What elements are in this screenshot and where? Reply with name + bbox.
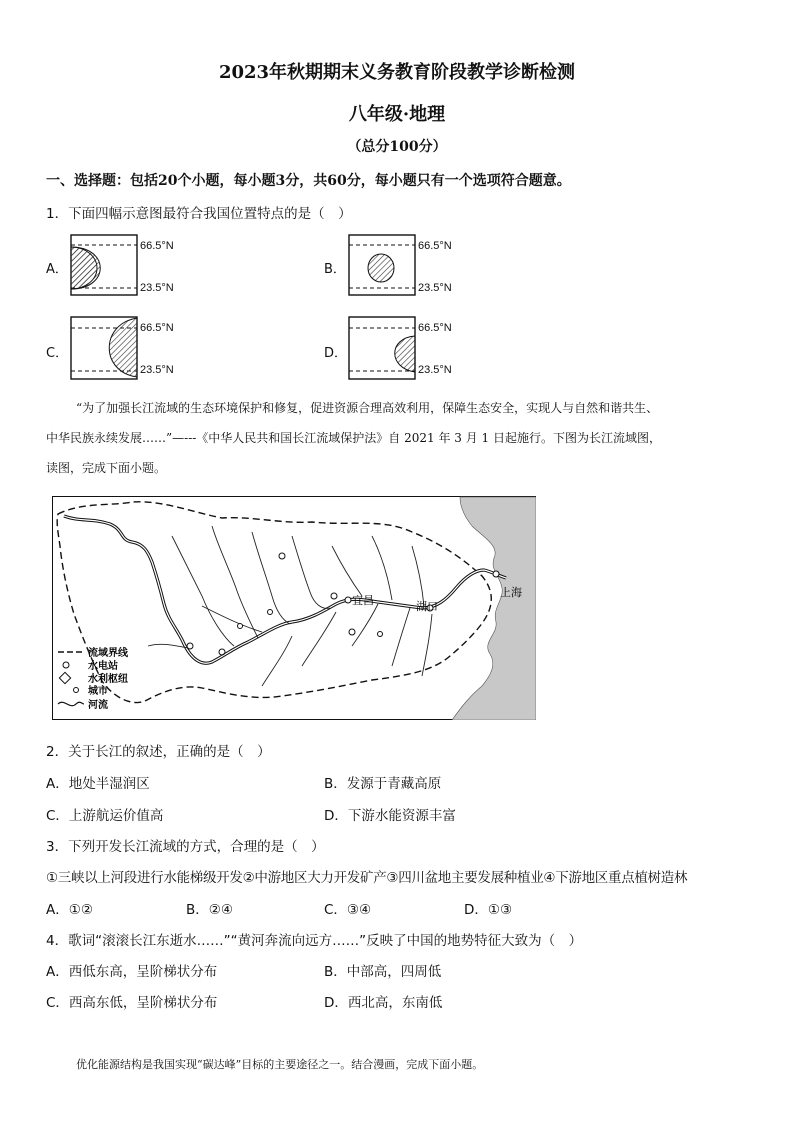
map-city-hukou: 湖口: [416, 600, 438, 613]
question-4-stem: 4．歌词“滚滚长江东逝水……”“黄河奔流向远方……”反映了中国的地势特征大致为（ ）: [46, 933, 583, 949]
q4-option-b: B．中部高，四周低: [324, 964, 442, 980]
question-3-items: ①三峡以上河段进行水能梯级开发②中游地区大力开发矿产③四川盆地主要发展种植业④下游地区重点植树造林: [46, 870, 688, 886]
q1-option-a-label: A．: [46, 262, 68, 277]
legend-city: 城市: [88, 686, 108, 697]
legend-river: 河流: [88, 700, 108, 711]
q4-option-d: D．西北高，东南低: [324, 995, 443, 1011]
q1-option-c-top-lat: 66.5°N: [140, 322, 174, 334]
q1-option-a-bottom-lat: 23.5°N: [140, 282, 174, 294]
legend-hydropower: 水电站: [88, 661, 118, 672]
q2-option-a: A．地处半湿润区: [46, 776, 150, 792]
q2-option-d: D．下游水能资源丰富: [324, 808, 456, 824]
section-heading: 一、选择题：包括20个小题，每小题3分，共60分，每小题只有一个选项符合题意。: [46, 173, 571, 189]
q3-option-d: D．①③: [464, 902, 513, 918]
exam-subtitle: 八年级·地理: [348, 104, 446, 125]
passage-line-3: 读图，完成下面小题。: [46, 461, 167, 475]
passage-line-2: 中华民族永续发展……”—---《中华人民共和国长江流域保护法》自 2021 年 3 月 1 日起施行。下图为长江流域图，: [46, 431, 661, 445]
passage-line-1: “为了加强长江流域的生态环境保护和修复，促进资源合理高效利用，保障生态安全，实现人与自然和谐共生、: [76, 401, 659, 415]
q1-option-b-top-lat: 66.5°N: [418, 240, 452, 252]
q3-option-c: C．③④: [324, 902, 372, 918]
map-city-shanghai: 上海: [500, 586, 522, 599]
q3-option-b: B．②④: [186, 902, 233, 918]
legend-boundary: 流域界线: [88, 648, 128, 659]
question-3-stem: 3．下列开发长江流域的方式，合理的是（ ）: [46, 839, 325, 855]
q1-option-c-label: C．: [46, 346, 69, 361]
q1-option-b-label: B．: [324, 262, 346, 277]
q3-option-a: A．①②: [46, 902, 93, 918]
yangtze-basin-map: [52, 496, 536, 720]
q4-option-c: C．西高东低，呈阶梯状分布: [46, 995, 218, 1011]
q1-option-b-diagram: [348, 234, 416, 296]
q1-option-d-bottom-lat: 23.5°N: [418, 364, 452, 376]
legend-hub: 水利枢纽: [88, 674, 128, 685]
q1-option-d-label: D．: [324, 346, 348, 361]
q4-option-a: A．西低东高，呈阶梯状分布: [46, 964, 218, 980]
q1-option-a-top-lat: 66.5°N: [140, 240, 174, 252]
q2-option-b: B．发源于青藏高原: [324, 776, 442, 792]
question-1-stem: 1．下面四幅示意图最符合我国位置特点的是（ ）: [46, 206, 352, 222]
q1-option-c-diagram: [70, 316, 138, 380]
total-score: （总分100分）: [347, 139, 447, 155]
q1-option-b-bottom-lat: 23.5°N: [418, 282, 452, 294]
q1-option-a-diagram: [70, 234, 138, 296]
q1-option-c-bottom-lat: 23.5°N: [140, 364, 174, 376]
question-2-stem: 2．关于长江的叙述，正确的是（ ）: [46, 744, 271, 760]
q1-option-d-top-lat: 66.5°N: [418, 322, 452, 334]
q1-option-d-diagram: [348, 316, 416, 380]
q2-option-c: C．上游航运价值高: [46, 808, 164, 824]
map-city-yichang: 宜昌: [352, 594, 374, 607]
next-passage-intro: 优化能源结构是我国实现“碳达峰”目标的主要途径之一。结合漫画，完成下面小题。: [76, 1058, 484, 1071]
exam-title: 2023年秋期期末义务教育阶段教学诊断检测: [218, 62, 576, 83]
